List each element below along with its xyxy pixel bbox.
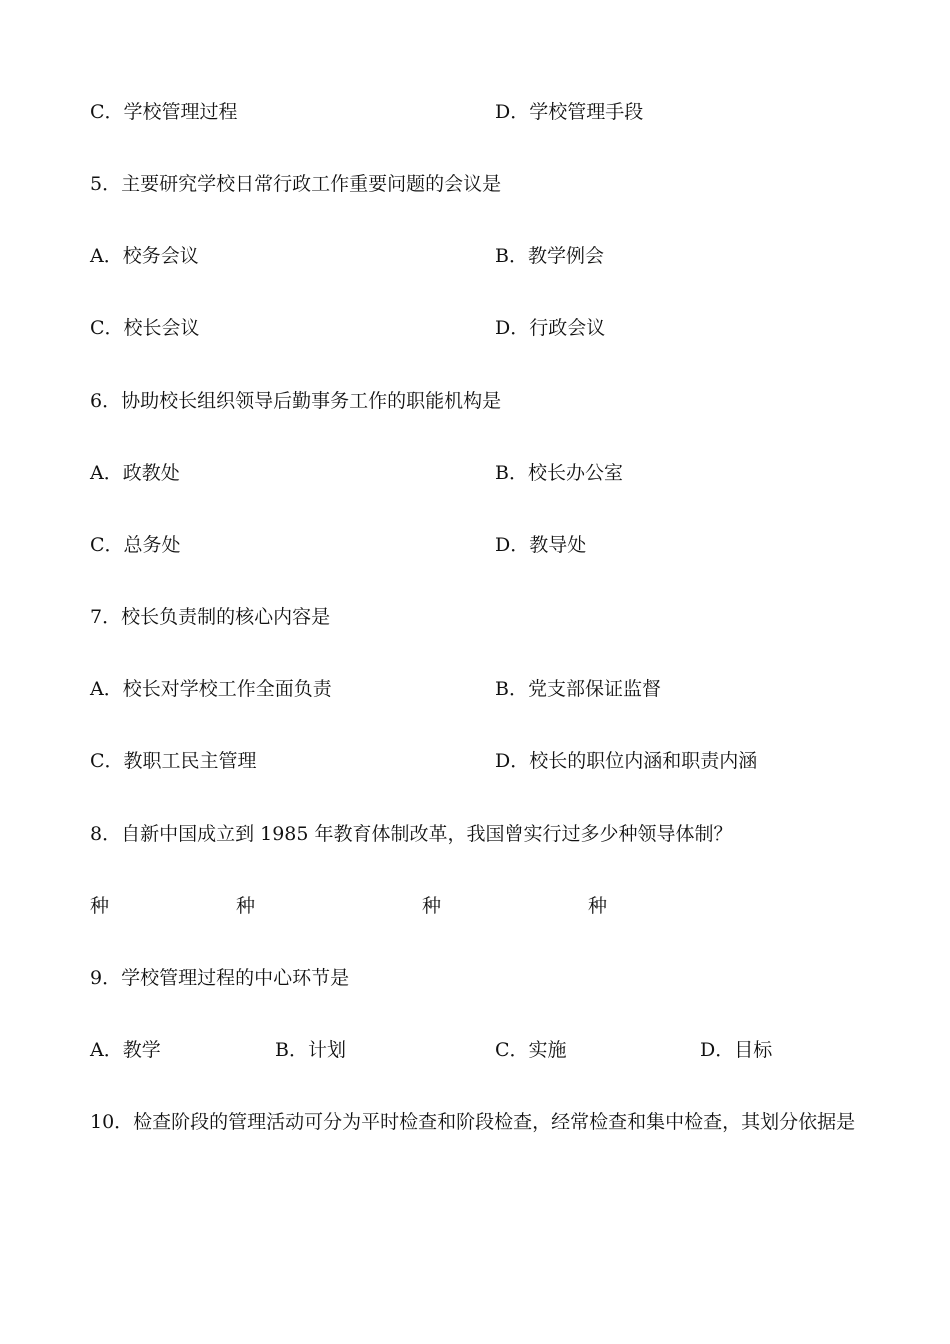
question-9-stem: 9．学校管理过程的中心环节是 — [90, 967, 350, 989]
question-9-options — [90, 1036, 870, 1064]
q6-option-d[interactable]: D．教导处 — [495, 534, 587, 556]
question-5-options-cd — [90, 314, 870, 342]
question-7-options-ab — [90, 675, 870, 703]
q4-option-d[interactable]: D．学校管理手段 — [495, 101, 644, 123]
q8-option-d[interactable]: 种 — [588, 895, 608, 917]
q6-option-b[interactable]: B．校长办公室 — [495, 462, 623, 484]
q8-option-b[interactable]: 种 — [236, 895, 256, 917]
question-7-options-cd — [90, 747, 870, 775]
q9-option-d[interactable]: D．目标 — [700, 1039, 773, 1061]
question-6-stem: 6．协助校长组织领导后勤事务工作的职能机构是 — [90, 390, 502, 412]
q5-option-c[interactable]: C．校长会议 — [90, 317, 200, 339]
question-10-stem: 10．检查阶段的管理活动可分为平时检查和阶段检查，经常检查和集中检查，其划分依据是 — [90, 1111, 856, 1133]
question-8-stem: 8．自新中国成立到 1985 年教育体制改革，我国曾实行过多少种领导体制？ — [90, 823, 733, 845]
q8-option-a[interactable]: 种 — [90, 895, 110, 917]
q5-option-d[interactable]: D．行政会议 — [495, 317, 606, 339]
q9-option-a[interactable]: A．教学 — [90, 1039, 161, 1061]
question-5-stem: 5．主要研究学校日常行政工作重要问题的会议是 — [90, 173, 502, 195]
question-7-stem: 7．校长负责制的核心内容是 — [90, 606, 331, 628]
q7-option-d[interactable]: D．校长的职位内涵和职责内涵 — [495, 750, 758, 772]
q5-option-b[interactable]: B．教学例会 — [495, 245, 604, 267]
q6-option-a[interactable]: A．政教处 — [90, 462, 180, 484]
q7-option-a[interactable]: A．校长对学校工作全面负责 — [90, 678, 332, 700]
q6-option-c[interactable]: C．总务处 — [90, 534, 181, 556]
q8-option-c[interactable]: 种 — [422, 895, 442, 917]
question-4-options-cd — [90, 98, 870, 126]
question-5-options-ab — [90, 242, 870, 270]
question-6-options-ab — [90, 459, 870, 487]
q4-option-c[interactable]: C．学校管理过程 — [90, 101, 238, 123]
q9-option-b[interactable]: B．计划 — [275, 1039, 346, 1061]
q9-option-c[interactable]: C．实施 — [495, 1039, 567, 1061]
q7-option-c[interactable]: C．教职工民主管理 — [90, 750, 257, 772]
question-6-options-cd — [90, 531, 870, 559]
q7-option-b[interactable]: B．党支部保证监督 — [495, 678, 661, 700]
question-8-options — [90, 892, 870, 920]
q5-option-a[interactable]: A．校务会议 — [90, 245, 199, 267]
